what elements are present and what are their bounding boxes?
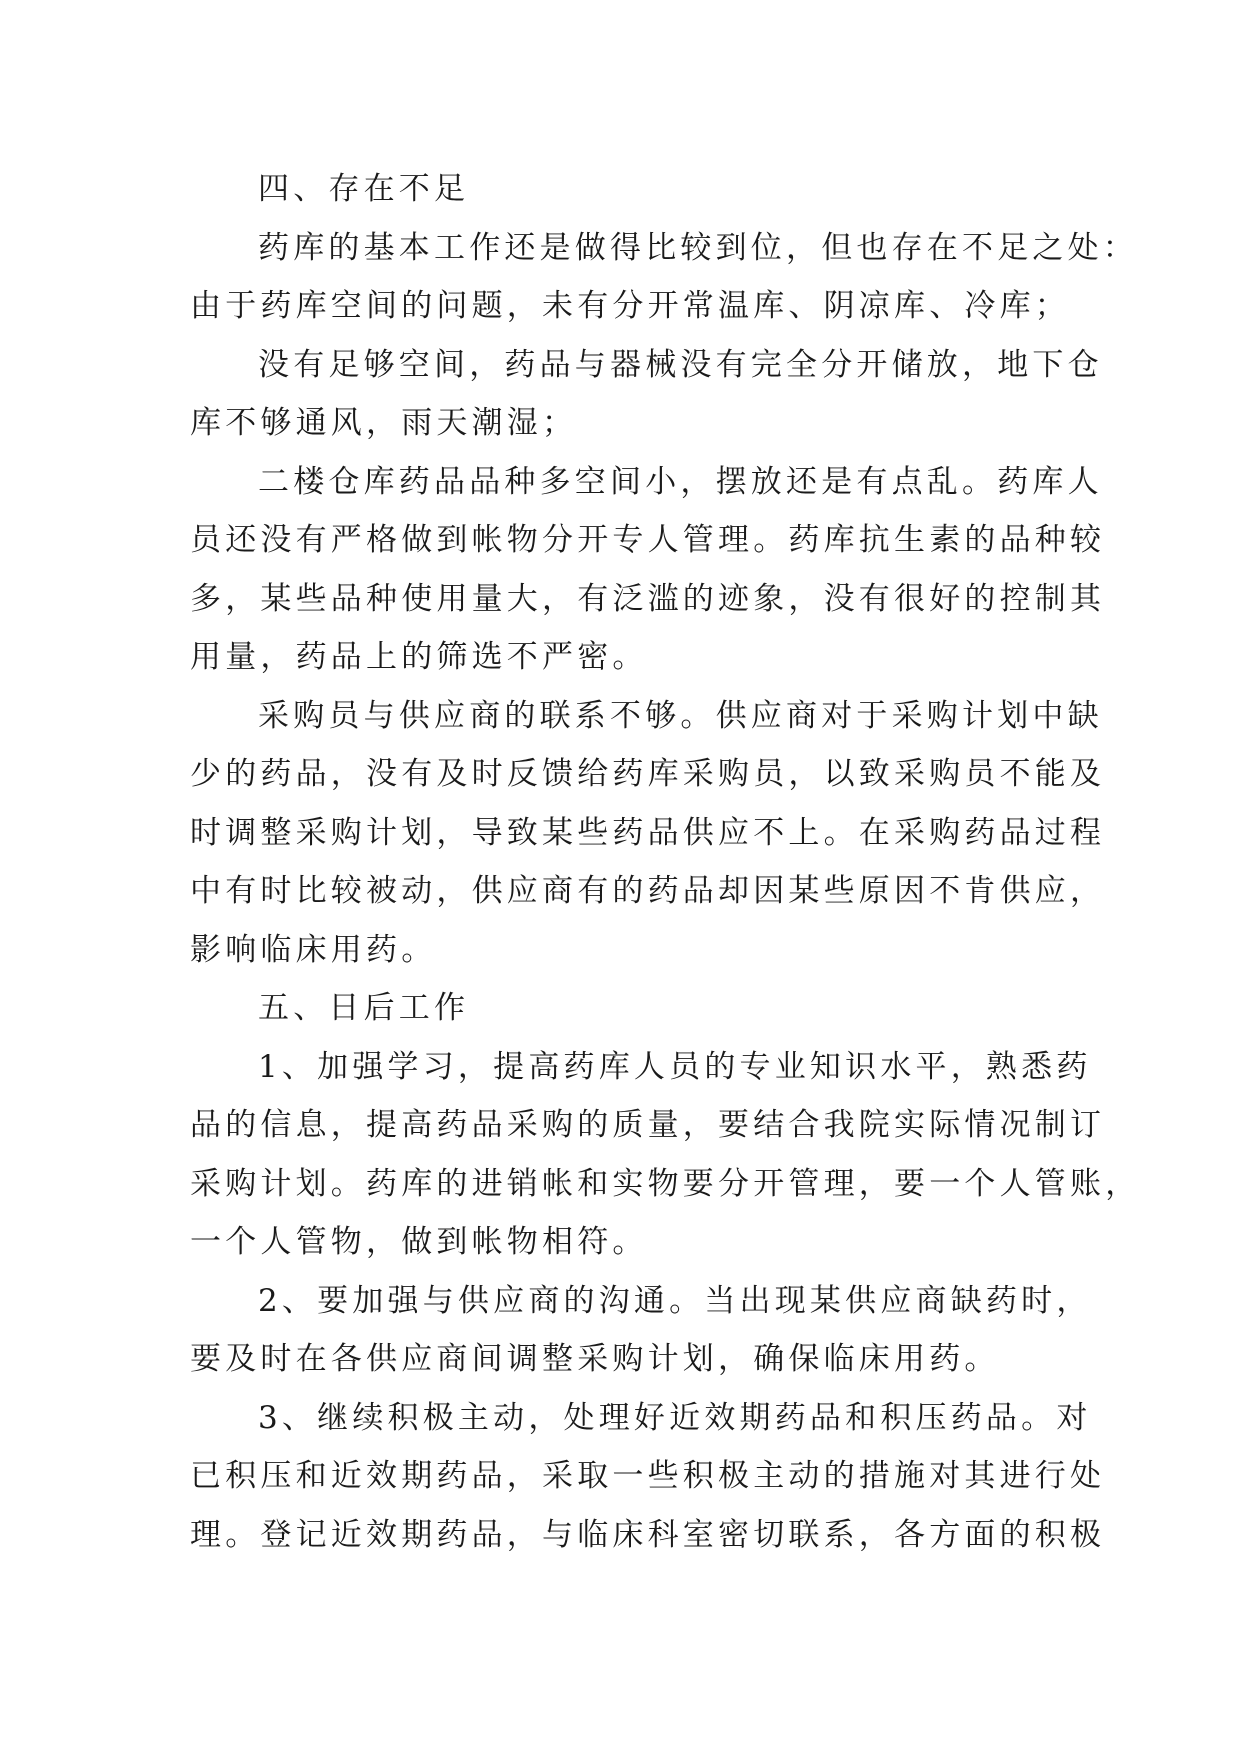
text-line: 员还没有严格做到帐物分开专人管理。药库抗生素的品种较 (190, 522, 1106, 558)
text-line: 中有时比较被动，供应商有的药品却因某些原因不肯供应， (190, 873, 1106, 909)
text-line: 3、继续积极主动，处理好近效期药品和积压药品。对 (258, 1399, 1092, 1436)
text-line: 要及时在各供应商间调整采购计划，确保临床用药。 (190, 1341, 1000, 1377)
text-line: 二楼仓库药品品种多空间小，摆放还是有点乱。药库人 (258, 463, 1103, 500)
text-line: 影响临床用药。 (190, 931, 437, 968)
text-line: 品的信息，提高药品采购的质量，要结合我院实际情况制订 (190, 1107, 1106, 1143)
text-line: 时调整采购计划，导致某些药品供应不上。在采购药品过程 (190, 814, 1106, 851)
text-line: 药库的基本工作还是做得比较到位，但也存在不足之处： (258, 229, 1138, 266)
text-line: 多，某些品种使用量大，有泛滥的迹象，没有很好的控制其 (190, 580, 1106, 617)
text-line: 理。登记近效期药品，与临床科室密切联系，各方面的积极 (190, 1516, 1106, 1553)
section-heading: 四、存在不足 (258, 171, 470, 207)
document-body (190, 160, 1141, 1564)
text-line: 采购计划。药库的进销帐和实物要分开管理，要一个人管账， (190, 1165, 1141, 1202)
text-line: 2、要加强与供应商的沟通。当出现某供应商缺药时， (258, 1282, 1092, 1319)
text-line: 用量，药品上的筛选不严密。 (190, 639, 648, 675)
text-line: 库不够通风，雨天潮湿； (190, 405, 578, 441)
text-line: 少的药品，没有及时反馈给药库采购员，以致采购员不能及 (190, 756, 1106, 792)
text-line: 采购员与供应商的联系不够。供应商对于采购计划中缺 (258, 697, 1103, 734)
text-line: 没有足够空间，药品与器械没有完全分开储放，地下仓 (258, 346, 1103, 383)
text-line: 1、加强学习，提高药库人员的专业知识水平，熟悉药 (258, 1048, 1092, 1085)
text-line: 一个人管物，做到帐物相符。 (190, 1224, 648, 1260)
text-line: 由于药库空间的问题，未有分开常温库、阴凉库、冷库； (190, 288, 1070, 324)
section-heading: 五、日后工作 (258, 990, 470, 1026)
text-line: 已积压和近效期药品，采取一些积极主动的措施对其进行处 (190, 1458, 1106, 1494)
